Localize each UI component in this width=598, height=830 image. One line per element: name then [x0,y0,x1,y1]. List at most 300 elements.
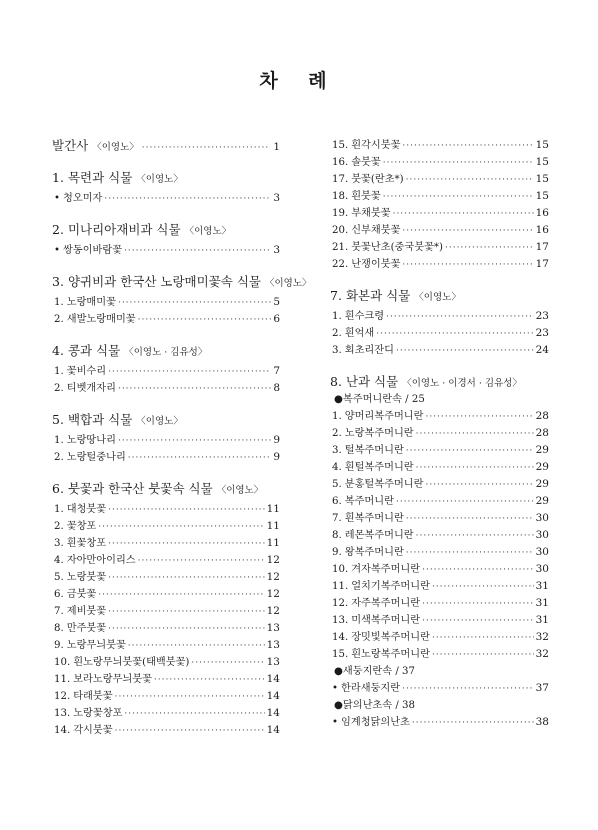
section-name: 미나리아재비과 식물 [67,222,181,237]
entry-page: 7 [273,365,280,377]
section-author: 〈이영노〉 [216,485,264,496]
toc-entry[interactable] [52,501,280,518]
entry-label [332,578,430,595]
section-8 [330,373,549,731]
dot-leader [108,604,265,621]
entry-label [332,493,394,510]
entry-page: 13 [266,622,280,634]
entry-number: 5. [332,479,342,490]
entry-title: 대청붓꽃 [66,504,107,515]
entry-label [54,501,106,518]
toc-entry[interactable] [330,493,549,510]
toc-entry[interactable] [52,603,280,620]
entry-page: 15 [535,139,549,151]
dot-leader [422,613,534,630]
toc-entry[interactable] [330,544,549,561]
dot-leader [108,570,265,587]
entry-label [54,654,189,671]
entry-label [332,629,430,646]
entry-title: 자주복주머니란 [351,598,421,609]
toc-entry[interactable] [52,569,280,586]
toc-entry[interactable] [330,680,549,697]
section-number: 8. [330,374,342,389]
entry-number: 16. [332,157,349,168]
entry-number: • [332,683,339,694]
dot-leader [432,579,534,596]
dot-leader [416,528,534,545]
entry-page: 31 [535,580,549,592]
left-sections [52,155,312,739]
dot-leader [393,206,534,223]
entry-page: 12 [266,554,280,566]
dot-leader [108,502,265,519]
entry-page: 16 [535,207,549,219]
entry-page: 13 [266,639,280,651]
entry-page: 29 [535,478,549,490]
section6-continued-list [330,137,549,273]
entry-title: 티벳개자리 [66,383,116,394]
entry-number: 1. [54,435,64,446]
section-number: 3. [52,274,64,289]
section-number: 7. [330,288,342,303]
entry-label [332,239,443,256]
entry-page: 11 [266,520,280,532]
dot-leader [191,655,264,672]
entry-page: 32 [535,631,549,643]
spacer [52,155,280,169]
entry-number: 17. [332,174,349,185]
entry-label [332,476,423,493]
section-author: 〈이영노〉 [184,226,232,237]
entry-number: 3. [332,445,342,456]
entry-page: 29 [535,444,549,456]
entry-page: 32 [535,648,549,660]
toc-entry[interactable] [330,325,549,342]
dot-leader [422,596,534,613]
section-heading[interactable] [52,411,280,429]
section-author: 〈이영노 · 이경서 · 김유성〉 [402,378,522,389]
genus-heading: ●새둥지란속 / 37 [334,666,415,677]
toc-entry[interactable] [330,205,549,222]
entry-number: 8. [54,623,64,634]
entry-page: 28 [535,427,549,439]
entry-label [332,544,404,561]
entry-page: 24 [535,344,549,356]
section-name: 콩과 식물 [67,343,121,358]
entry-label [332,425,414,442]
entry-number: 12. [54,691,71,702]
section-heading[interactable] [52,169,280,187]
entry-label [54,586,96,603]
dot-leader [108,364,271,381]
entry-label [332,595,420,612]
page-title: 차 례 [259,70,339,92]
toc-entry[interactable] [330,561,549,578]
entry-title: 레몬복주머니란 [344,530,414,541]
entry-page: 15 [535,190,549,202]
toc-entry[interactable] [330,342,549,359]
entry-title: 난쟁이붓꽃 [351,259,401,270]
toc-entry[interactable] [330,442,549,459]
toc-entry[interactable] [330,256,549,273]
entry-page: 30 [535,529,549,541]
entry-title: 노랑매미꽃 [66,297,116,308]
section-name: 붓꽃과 한국산 붓꽃속 식물 [67,481,213,496]
entry-title: 제비붓꽃 [66,606,107,617]
toc-entry[interactable] [330,154,549,171]
entry-number: 10. [332,564,349,575]
entry-title: 복주머니란 [344,496,394,507]
entry-label [332,325,374,342]
entry-label [54,552,136,569]
dot-leader [383,155,534,172]
entry-title: 회초리잔디 [344,345,394,356]
entry-number: • [54,193,61,204]
entry-label [54,722,113,739]
dot-leader [98,519,264,536]
entry-page: 16 [535,224,549,236]
toc-right-column [330,137,549,731]
entry-number: 1. [54,297,64,308]
section-heading[interactable] [52,273,312,291]
entry-number: 20. [332,225,349,236]
toc-entry[interactable] [330,239,549,256]
entry-number: 13. [332,615,349,626]
spacer [52,466,280,480]
entry-label [332,137,400,154]
dot-leader [402,681,534,698]
toc-entry[interactable] [330,527,549,544]
entry-page: 14 [266,690,280,702]
entry-title: 붓꽃난초(중국붓꽃*) [351,242,443,253]
dot-leader [396,343,534,360]
entry-label [332,222,400,239]
preface-label: 발간사 [52,138,89,153]
entry-title: 금붓꽃 [66,589,97,600]
toc-entry[interactable] [52,311,280,328]
entry-page: 23 [535,327,549,339]
entry-page: 15 [535,156,549,168]
toc-entry[interactable] [52,294,280,311]
toc-entry[interactable] [52,552,280,569]
toc-entry-preface[interactable] [52,137,280,155]
dot-leader [406,545,534,562]
toc-entry[interactable] [330,425,549,442]
toc-entry[interactable] [52,637,280,654]
section-name: 목련과 식물 [67,170,133,185]
entry-title: 청오미자 [63,193,103,204]
toc-entry[interactable] [52,586,280,603]
entry-page: 31 [535,614,549,626]
entry-label [332,205,391,222]
entry-page: 14 [266,673,280,685]
dot-leader [432,630,534,647]
entry-label [332,527,414,544]
dot-leader [115,723,265,740]
entry-number: 18. [332,191,349,202]
dot-leader [118,433,271,450]
entry-number: 4. [332,462,342,473]
toc-entry[interactable] [330,222,549,239]
toc-entry[interactable] [330,612,549,629]
toc-entry[interactable] [52,620,280,637]
entry-label [54,449,126,466]
section-name: 양귀비과 한국산 노랑매미꽃속 식물 [67,274,261,289]
dot-leader [402,138,533,155]
entry-number: 6. [54,589,64,600]
entry-title: 자아만아이리스 [66,555,136,566]
entry-page: 30 [535,546,549,558]
section-heading[interactable] [52,221,280,239]
entry-title: 흰털복주머니란 [344,462,414,473]
entry-label [332,342,394,359]
entry-label [332,308,384,325]
toc-entry[interactable] [330,714,549,731]
dot-leader [402,223,533,240]
dot-leader [376,326,533,343]
entry-label [54,603,106,620]
entry-title: 새발노랑매미꽃 [66,314,136,325]
dot-leader [416,460,534,477]
entry-page: 3 [273,192,280,204]
entry-number: 9. [54,640,64,651]
entry-title: 부채붓꽃 [351,208,391,219]
entry-number: 10. [54,657,71,668]
entry-title: 임계청닭의난초 [341,717,410,728]
entry-page: 13 [266,656,280,668]
toc-entry[interactable] [52,363,280,380]
entry-number: 2. [54,521,64,532]
entry-title: 털복주머니란 [344,445,404,456]
dot-leader [138,553,265,570]
entry-page: 12 [266,605,280,617]
entry-page: 37 [535,682,549,694]
entry-number: 15. [332,649,349,660]
dot-leader [118,295,271,312]
entry-number: 9. [332,547,342,558]
preface-page: 1 [273,141,280,153]
toc-entry[interactable] [52,449,280,466]
toc-entry[interactable] [52,688,280,705]
toc-entry[interactable] [330,476,549,493]
entry-label [54,432,116,449]
entry-title: 흰억새 [344,328,375,339]
toc-entry[interactable] [330,188,549,205]
entry-number: 2. [54,452,64,463]
entry-page: 30 [535,563,549,575]
entry-title: 노랑복주머니란 [344,428,414,439]
entry-number: 4. [54,555,64,566]
entry-page: 14 [266,707,280,719]
entry-title: 솔붓꽃 [351,157,381,168]
entry-number: 7. [54,606,64,617]
entry-title: 신부채붓꽃 [351,225,401,236]
entry-page: 9 [273,451,280,463]
entry-page: 29 [535,461,549,473]
entry-title: 분홍털복주머니란 [344,479,424,490]
section-author: 〈이영노〉 [136,416,183,427]
section-heading[interactable] [52,342,280,360]
entry-page: 3 [273,244,280,256]
entry-number: 7. [332,513,342,524]
dot-leader [124,243,271,260]
entry-label [54,311,136,328]
section-heading[interactable] [52,480,280,498]
dot-leader [425,409,533,426]
entry-title: 노랑털중나리 [66,452,126,463]
dot-leader [128,638,265,655]
entry-title: 노랑꽃창포 [73,708,123,719]
entry-label [332,442,404,459]
entry-label [332,256,400,273]
section-name: 화본과 식물 [345,288,411,303]
entry-number: 1. [54,504,64,515]
entry-page: 29 [535,495,549,507]
toc-entry[interactable] [330,646,549,663]
entry-number: 14. [332,632,349,643]
entry-title: 만주붓꽃 [66,623,107,634]
entry-page: 11 [266,503,280,515]
entry-title: 흰노랑무늬붓꽃(태백붓꽃) [73,657,190,668]
entry-number: 2. [332,328,342,339]
entry-number: 15. [332,140,349,151]
entry-label [54,620,106,637]
entry-page: 9 [273,434,280,446]
entry-label [332,646,430,663]
dot-leader [406,172,534,189]
entry-title: 흰노랑복주머니란 [351,649,430,660]
entry-page: 8 [273,382,280,394]
dot-leader [425,477,533,494]
section-7 [330,287,549,359]
entry-page: 12 [266,571,280,583]
entry-number: 2. [54,314,64,325]
entry-number: 1. [332,311,342,322]
entry-title: 흰수크령 [344,311,385,322]
dot-leader [406,511,534,528]
entry-label [54,190,102,207]
section-number: 5. [52,412,64,427]
entry-title: 타래붓꽃 [73,691,113,702]
entry-label [332,714,410,731]
entry-number: • [332,717,339,728]
toc-entry[interactable] [52,190,280,207]
entry-label [332,408,423,425]
toc-entry[interactable] [52,535,280,552]
entry-number: 2. [332,428,342,439]
dot-leader [115,689,265,706]
genus-heading: ●복주머니란속 / 25 [334,394,425,405]
section-heading[interactable] [330,287,549,305]
entry-label [54,380,116,397]
entry-number: 21. [332,242,349,253]
entry-title: 얼치기복주머니란 [351,581,430,592]
entry-label [54,363,106,380]
dot-leader [118,381,271,398]
toc-entry[interactable] [52,722,280,739]
entry-label [54,569,106,586]
entry-number: 11. [54,674,71,685]
entry-number: 2. [54,383,64,394]
section-number: 4. [52,343,64,358]
entry-number: 8. [332,530,342,541]
entry-number: 12. [332,598,349,609]
entry-page: 12 [266,588,280,600]
entry-label [332,188,381,205]
entry-title: 장밋빛복주머니란 [351,632,430,643]
entry-title: 미색복주머니란 [351,615,421,626]
entry-label [332,510,404,527]
entry-label [332,459,414,476]
entry-label [332,171,404,188]
entry-page: 31 [535,597,549,609]
toc-entry[interactable] [330,308,549,325]
toc-entry[interactable] [330,459,549,476]
dot-leader [422,562,534,579]
dot-leader [124,706,264,723]
toc-entry[interactable] [52,518,280,535]
entry-title: 붓꽃(란초*) [351,174,404,185]
toc-entry[interactable] [52,242,280,259]
toc-entry[interactable] [330,629,549,646]
genus-heading: ●닭의난초속 / 38 [334,700,415,711]
dot-leader [386,309,534,326]
toc-entry[interactable] [52,654,280,671]
dot-leader [108,621,265,638]
entry-page: 23 [535,310,549,322]
toc-entry[interactable] [330,595,549,612]
entry-page: 5 [273,296,280,308]
toc-entry[interactable] [330,171,549,188]
entry-title: 흰꽃창포 [66,538,107,549]
toc-entry[interactable] [330,578,549,595]
section-heading[interactable] [330,373,549,391]
toc-entry[interactable] [52,432,280,449]
spacer [52,328,280,342]
entry-page: 15 [535,173,549,185]
entry-number: 5. [54,572,64,583]
entry-title: 흰복주머니란 [344,513,404,524]
entry-page: 14 [266,724,280,736]
entry-title: 노랑무늬붓꽃 [66,640,126,651]
toc-entry[interactable] [52,380,280,397]
toc-entry[interactable] [330,137,549,154]
dot-leader [142,139,271,157]
spacer [52,259,280,273]
dot-leader [138,312,272,329]
entry-page: 17 [535,241,549,253]
entry-title: 각시붓꽃 [73,725,113,736]
entry-number: 6. [332,496,342,507]
toc-entry[interactable] [52,705,280,722]
entry-title: 보라노랑무늬붓꽃 [73,674,152,685]
entry-number: 14. [54,725,71,736]
section-author: 〈이영노〉 [264,278,312,289]
toc-entry[interactable] [52,671,280,688]
toc-entry[interactable] [330,408,549,425]
toc-entry[interactable] [330,510,549,527]
dot-leader [402,257,533,274]
dot-leader [108,536,265,553]
entry-title: 꽃창포 [66,521,97,532]
entry-title: 겨자복주머니란 [351,564,421,575]
entry-label [54,671,152,688]
entry-number: 3. [54,538,64,549]
dot-leader [445,240,534,257]
entry-number: 19. [332,208,349,219]
spacer [52,207,280,221]
entry-page: 6 [273,313,280,325]
